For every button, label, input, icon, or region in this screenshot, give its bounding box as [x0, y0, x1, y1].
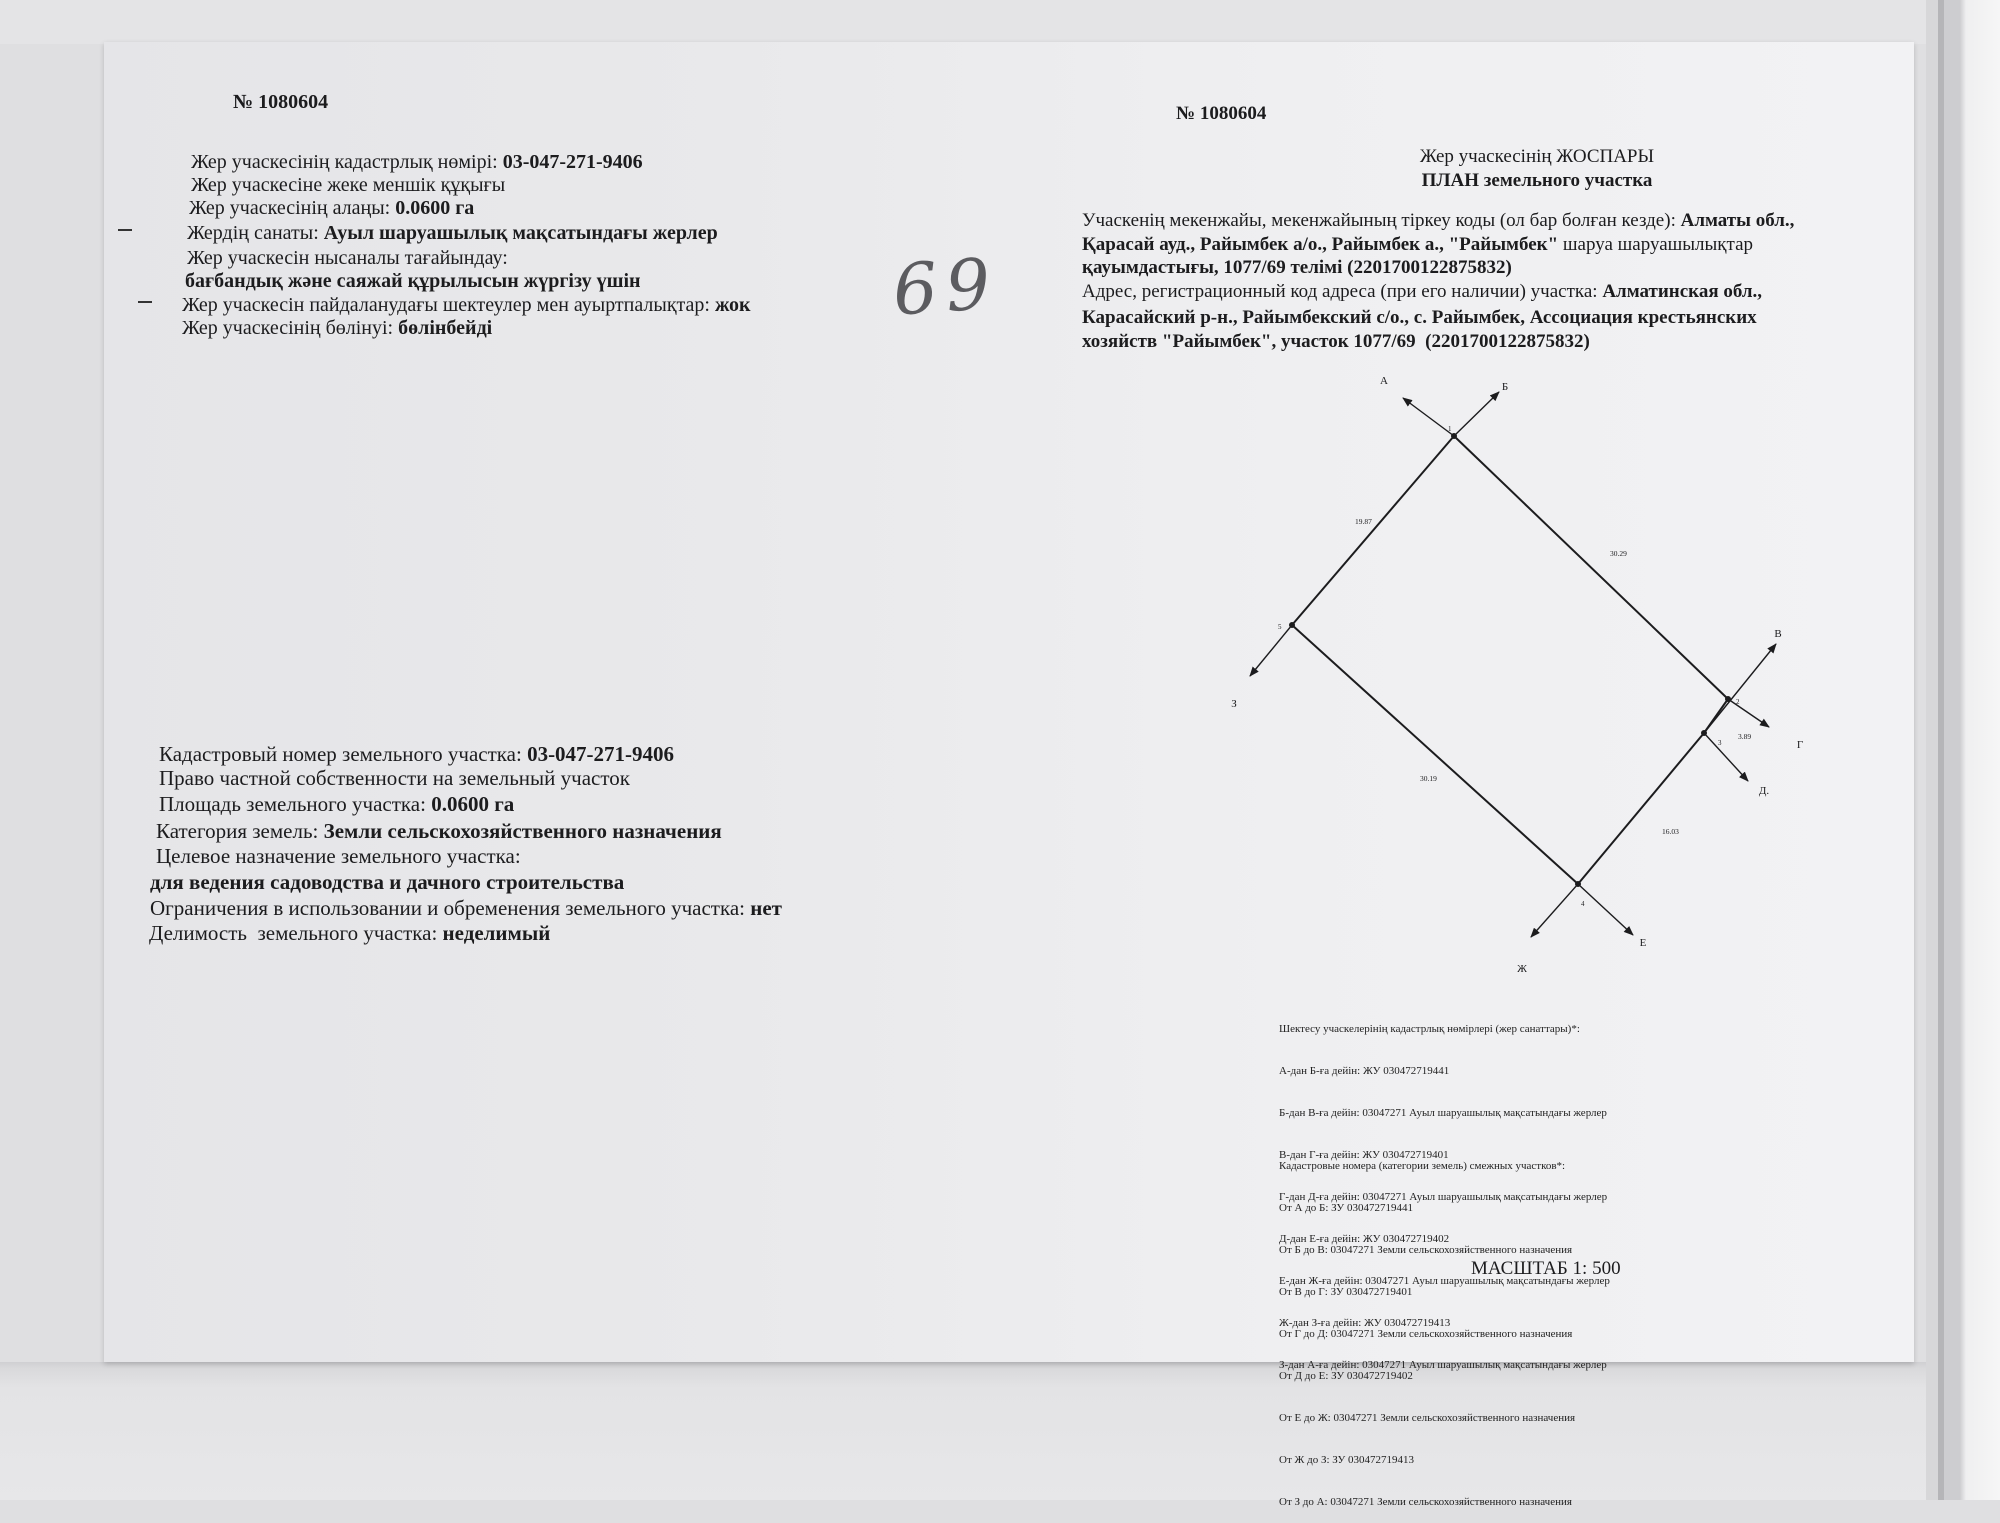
line-value: Алматы обл.,: [1680, 210, 1795, 231]
boundary-line-5-1: [1292, 436, 1454, 625]
plan-point: [1575, 881, 1581, 887]
list-item: Б-дан В-ға дейін: 03047271 Ауыл шаруашылық мақсатындағы жерлер: [1279, 1107, 1607, 1119]
line-label: Кадастровый номер земельного участка:: [159, 742, 528, 766]
direction-label: Д.: [1758, 785, 1770, 797]
line-value: бағбандық және саяжай құрылысын жүргізу үшін: [185, 270, 641, 292]
line-label: Жер учаскесінің кадастрлық нөмірі:: [191, 151, 503, 173]
list-item: В-дан Г-ға дейін: ЖУ 030472719401: [1279, 1149, 1449, 1161]
line-label: Жер учаскесіне жеке меншік құқығы: [191, 174, 506, 196]
line-value: неделимый: [442, 921, 551, 945]
plan-point: [1725, 696, 1731, 702]
point-number: 3: [1718, 739, 1722, 747]
line-label: Жер учаскесін нысаналы тағайындау:: [187, 247, 508, 269]
plan-scale: МАСШТАБ 1: 500: [1471, 1258, 1621, 1279]
list-item: От Г до Д: 03047271 Земли сельскохозяйственного назначения: [1279, 1328, 1573, 1340]
list-item: От З до А: 03047271 Земли сельскохозяйственного назначения: [1279, 1496, 1572, 1508]
list-item: От Б до В: 03047271 Земли сельскохозяйственного назначения: [1279, 1244, 1573, 1256]
line-label: Жер учаскесінің бөлінуі:: [182, 317, 399, 339]
line-label: Жер учаскесін пайдаланудағы шектеулер мен ауыртпалықтар:: [182, 294, 715, 316]
line-label: Площадь земельного участка:: [159, 792, 432, 816]
plan-point: [1701, 730, 1707, 736]
direction-arrow-v: [1704, 644, 1776, 733]
dimension-label: 3.89: [1738, 732, 1752, 741]
plan-title-ru: ПЛАН земельного участка: [1421, 170, 1653, 191]
line-label: Делимость земельного участка:: [149, 921, 443, 945]
line-label: Жердің санаты:: [187, 222, 324, 244]
boundary-line-3-4: [1578, 733, 1704, 884]
list-item: От Е до Ж: 03047271 Земли сельскохозяйственного назначения: [1279, 1412, 1576, 1424]
direction-label: А: [1380, 375, 1388, 387]
line-value: нет: [750, 896, 783, 920]
line-label: Право частной собственности на земельный участок: [159, 766, 630, 790]
list-item: От А до Б: ЗУ 030472719441: [1279, 1202, 1413, 1214]
adjacent-heading: Шектесу учаскелерінің кадастрлық нөмірлері (жер санаттары)*:: [1279, 1023, 1580, 1035]
line-value: для ведения садоводства и дачного строительства: [150, 870, 625, 894]
direction-arrow-a: [1403, 398, 1454, 436]
line-label: Адрес, регистрационный код адреса (при его наличии) участка:: [1082, 281, 1603, 302]
point-number: 2: [1736, 698, 1740, 706]
line-value: Алматинская обл.,: [1602, 281, 1763, 302]
point-number: 5: [1278, 623, 1282, 631]
line-label: Категория земель:: [156, 819, 324, 843]
line-value: Қарасай ауд., Райымбек а/о., Райымбек а., "Райымбек": [1082, 234, 1559, 255]
direction-arrow-b: [1454, 392, 1499, 436]
plan-point: [1289, 622, 1295, 628]
direction-label: Ж: [1517, 963, 1527, 975]
address-kz-line-3: қауымдастығы, 1077/69 телімі (2201700122875832): [1082, 257, 1512, 278]
line-label: шаруа шаруашылықтар: [1558, 234, 1754, 255]
list-item: От Ж до З: ЗУ 030472719413: [1279, 1454, 1415, 1466]
plan-title-kz: Жер учаскесінің ЖОСПАРЫ: [1419, 146, 1655, 167]
list-item: От В до Г: ЗУ 030472719401: [1279, 1286, 1413, 1298]
line-value: жок: [714, 294, 751, 316]
adjacent-parcels-ru: [1279, 1131, 1575, 1523]
direction-label: В: [1774, 628, 1782, 640]
point-number: 4: [1581, 900, 1585, 908]
list-item: А-дан Б-ға дейін: ЖУ 030472719441: [1279, 1065, 1450, 1077]
handwritten-note: 69: [890, 242, 1001, 332]
dimension-label: 16.03: [1662, 827, 1679, 836]
line-label: Ограничения в использовании и обременения земельного участка:: [150, 896, 751, 920]
list-item: Ж-дан З-ға дейін: ЖУ 030472719413: [1279, 1317, 1451, 1329]
line-value: 0.0600 га: [395, 197, 475, 219]
dimension-label: 30.29: [1610, 549, 1627, 558]
line-label: Учаскенің мекенжайы, мекенжайының тіркеу коды (ол бар болған кезде):: [1082, 210, 1681, 231]
direction-label: Б: [1501, 381, 1509, 393]
line-value: 03-047-271-9406: [527, 742, 675, 766]
list-item: От Д до Е: ЗУ 030472719402: [1279, 1370, 1413, 1382]
list-item: Г-дан Д-ға дейін: 03047271 Ауыл шаруашылық мақсатындағы жерлер: [1279, 1191, 1608, 1203]
boundary-line-4-5: [1292, 625, 1578, 884]
adjacent-heading: Кадастровые номера (категории земель) смежных участков*:: [1279, 1160, 1566, 1172]
point-number: 1: [1448, 425, 1452, 433]
line-value: 0.0600 га: [431, 792, 515, 816]
left-document-number: № 1080604: [233, 91, 329, 113]
direction-label: Г: [1796, 739, 1804, 751]
dimension-label: 30.19: [1420, 774, 1437, 783]
direction-label: З: [1231, 698, 1237, 710]
direction-label: Е: [1639, 937, 1647, 949]
plan-point: [1451, 433, 1457, 439]
address-ru-line-2: Карасайский р-н., Райымбекский с/о., с. Райымбек, Ассоциация крестьянских: [1082, 307, 1757, 328]
line-value: Земли сельскохозяйственного назначения: [323, 819, 722, 843]
direction-arrow-g: [1728, 699, 1769, 727]
line-value: 03-047-271-9406: [502, 151, 643, 173]
direction-arrow-z: [1250, 625, 1292, 676]
boundary-line-1-2: [1454, 436, 1728, 699]
direction-arrow-zh: [1531, 884, 1578, 937]
list-item: Д-дан Е-ға дейін: ЖУ 030472719402: [1279, 1233, 1450, 1245]
line-label: Жер учаскесінің алаңы:: [189, 197, 396, 219]
line-value: Ауыл шаруашылық мақсатындағы жерлер: [323, 222, 718, 244]
line-value: бөлінбейді: [398, 317, 493, 339]
direction-arrow-e: [1578, 884, 1633, 935]
address-ru-line-3: хозяйств "Райымбек", участок 1077/69 (2201700122875832): [1082, 331, 1590, 352]
dimension-label: 19.87: [1355, 517, 1372, 526]
list-item: З-дан А-ға дейін: 03047271 Ауыл шаруашылық мақсатындағы жерлер: [1279, 1359, 1607, 1371]
line-label: Целевое назначение земельного участка:: [156, 844, 521, 868]
right-document-number: № 1080604: [1176, 103, 1267, 124]
list-item: Е-дан Ж-ға дейін: 03047271 Ауыл шаруашылық мақсатындағы жерлер: [1279, 1275, 1610, 1287]
